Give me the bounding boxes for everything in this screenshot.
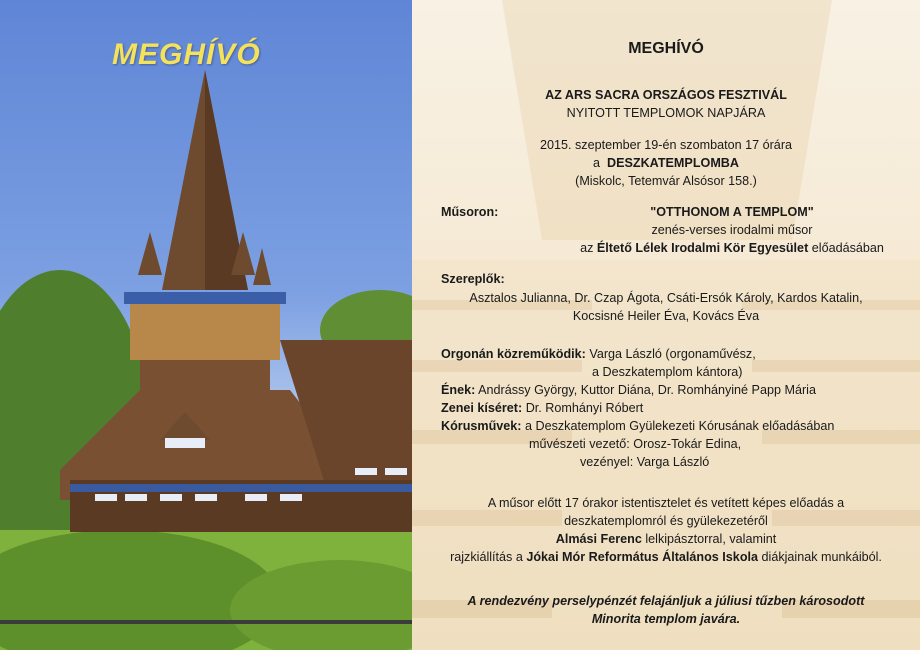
choir-conductor: vezényel: Varga László [580, 455, 710, 469]
event-place [412, 154, 920, 172]
choir-line [441, 417, 834, 435]
program-description: zenés-verses irodalmi műsor [651, 223, 813, 237]
accompaniment-performer: Dr. Romhányi Róbert [525, 401, 644, 415]
choir-label: Kórusművek: [441, 419, 522, 433]
event-date: 2015. szeptember 19-én szombaton 17 órára [539, 138, 793, 152]
performer-name: Éltető Lélek Irodalmi Kör Egyesület [596, 241, 809, 255]
organ-line [441, 345, 756, 363]
invitation-title: MEGHÍVÓ [628, 40, 704, 57]
pastor-name: Almási Ferenc [555, 532, 642, 546]
exhibition-prefix: rajzkiállítás a [450, 550, 523, 564]
cast-label: Szereplők: [441, 272, 505, 286]
program-title: "OTTHONOM A TEMPLOM" [650, 205, 814, 219]
performer-suffix: előadásában [811, 241, 884, 255]
song-line [441, 381, 816, 399]
cast-line-2: Kocsisné Heiler Éva, Kovács Éva [572, 309, 760, 323]
church-photo-panel [0, 0, 412, 650]
festival-subtitle: NYITOTT TEMPLOMOK NAPJÁRA [566, 106, 766, 120]
choir-director: művészeti vezető: Orosz-Tokár Edina, [529, 437, 742, 451]
song-label: Ének: [441, 383, 476, 397]
school-name: Jókai Mór Református Általános Iskola [526, 550, 759, 564]
pre-program-line-3 [412, 530, 920, 548]
invitation-text-panel [412, 0, 920, 650]
invitation-heading-stylized: MEGHÍVÓ [112, 38, 261, 71]
organ-label: Orgonán közreműködik: [441, 347, 586, 361]
event-address: (Miskolc, Tetemvár Alsósor 158.) [575, 174, 757, 188]
performer-prefix: az [580, 241, 594, 255]
accompaniment-line [441, 399, 643, 417]
exhibition-suffix: diákjainak munkáiból. [761, 550, 882, 564]
festival-name: AZ ARS SACRA ORSZÁGOS FESZTIVÁL [545, 88, 787, 102]
place-prefix: a [592, 156, 600, 170]
pre-program-line-4 [412, 548, 920, 566]
pre-program-line-2: deszkatemplomról és gyülekezetéről [564, 514, 768, 528]
program-performer [552, 239, 912, 257]
program-label: Műsoron: [441, 205, 499, 219]
closing-note-line-2: Minorita templom javára. [591, 612, 741, 626]
pre-program-line-1: A műsor előtt 17 órakor istentisztelet és vetített képes előadás a [487, 496, 845, 510]
closing-note-line-1: A rendezvény perselypénzét felajánljuk a júliusi tűzben károsodott [467, 594, 865, 608]
choir-text: a Deszkatemplom Gyülekezeti Kórusának előadásában [524, 419, 835, 433]
organ-role: a Deszkatemplom kántora) [592, 365, 743, 379]
song-performers: Andrássy György, Kuttor Diána, Dr. Romhányiné Papp Mária [478, 383, 816, 397]
place-name: DESZKATEMPLOMBA [607, 156, 739, 170]
pastor-suffix: lelkipásztorral, valamint [645, 532, 777, 546]
organ-performer: Varga László (orgonaművész, [589, 347, 756, 361]
wooden-church-illustration [0, 0, 412, 650]
accompaniment-label: Zenei kíséret: [441, 401, 523, 415]
cast-line-1: Asztalos Julianna, Dr. Czap Ágota, Csáti-Ersók Károly, Kardos Katalin, [469, 291, 863, 305]
